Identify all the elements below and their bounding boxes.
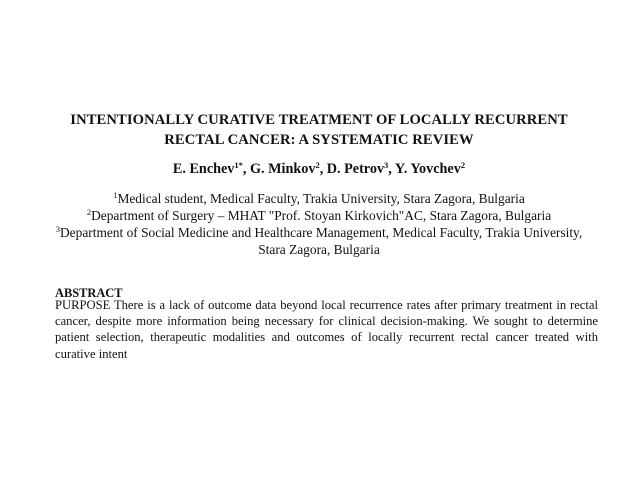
abstract-text <box>55 297 598 361</box>
paper-title-line-2: RECTAL CANCER: A SYSTEMATIC REVIEW <box>164 132 474 148</box>
affiliation-3 <box>20 224 618 242</box>
affiliation-1 <box>20 190 618 208</box>
author-affiliation-marker: 2 <box>460 160 466 170</box>
paper-title-line-1: INTENTIONALLY CURATIVE TREATMENT OF LOCALLY RECURRENT <box>70 112 568 128</box>
abstract-line: patient selection, therapeutic modalities and outcomes of locally recurrent rectal cancer treated with <box>55 330 598 345</box>
affiliation-text: Stara Zagora, Bulgaria <box>258 242 380 257</box>
abstract-line: PURPOSE There is a lack of outcome data beyond local recurrence rates after primary treatment in rectal <box>55 298 598 312</box>
author-name: Y. Yovchev <box>394 161 461 177</box>
abstract-line-cropped: curative intent <box>55 346 128 361</box>
author-affiliation-marker: 2 <box>315 160 320 170</box>
author-name: D. Petrov <box>326 161 385 177</box>
affiliation-marker: 3 <box>55 224 61 234</box>
affiliation-text: Medical student, Medical Faculty, Trakia University, Stara Zagora, Bulgaria <box>117 191 525 206</box>
author-name: G. Minkov <box>250 161 316 177</box>
affiliation-text: Department of Social Medicine and Healthcare Management, Medical Faculty, Trakia University, <box>60 225 583 240</box>
abstract-heading: ABSTRACT <box>55 286 123 300</box>
author-affiliation-marker: 3 <box>384 160 389 170</box>
author-affiliation-marker: 1* <box>234 160 243 170</box>
affiliation-marker: 1 <box>113 190 118 200</box>
author-separator: , <box>242 161 250 177</box>
affiliation-2 <box>20 207 618 225</box>
author-name: E. Enchev <box>172 161 235 177</box>
affiliation-text: Department of Surgery – MHAT "Prof. Stoyan Kirkovich"AC, Stara Zagora, Bulgaria <box>91 208 552 223</box>
author-separator: , <box>319 161 327 177</box>
author-list <box>20 159 618 179</box>
affiliation-3-continued <box>20 241 618 259</box>
abstract-line: cancer, despite more information being necessary for clinical decision-making. We sought to determine <box>55 314 598 329</box>
author-separator: , <box>388 161 395 177</box>
affiliation-marker: 2 <box>86 207 92 217</box>
